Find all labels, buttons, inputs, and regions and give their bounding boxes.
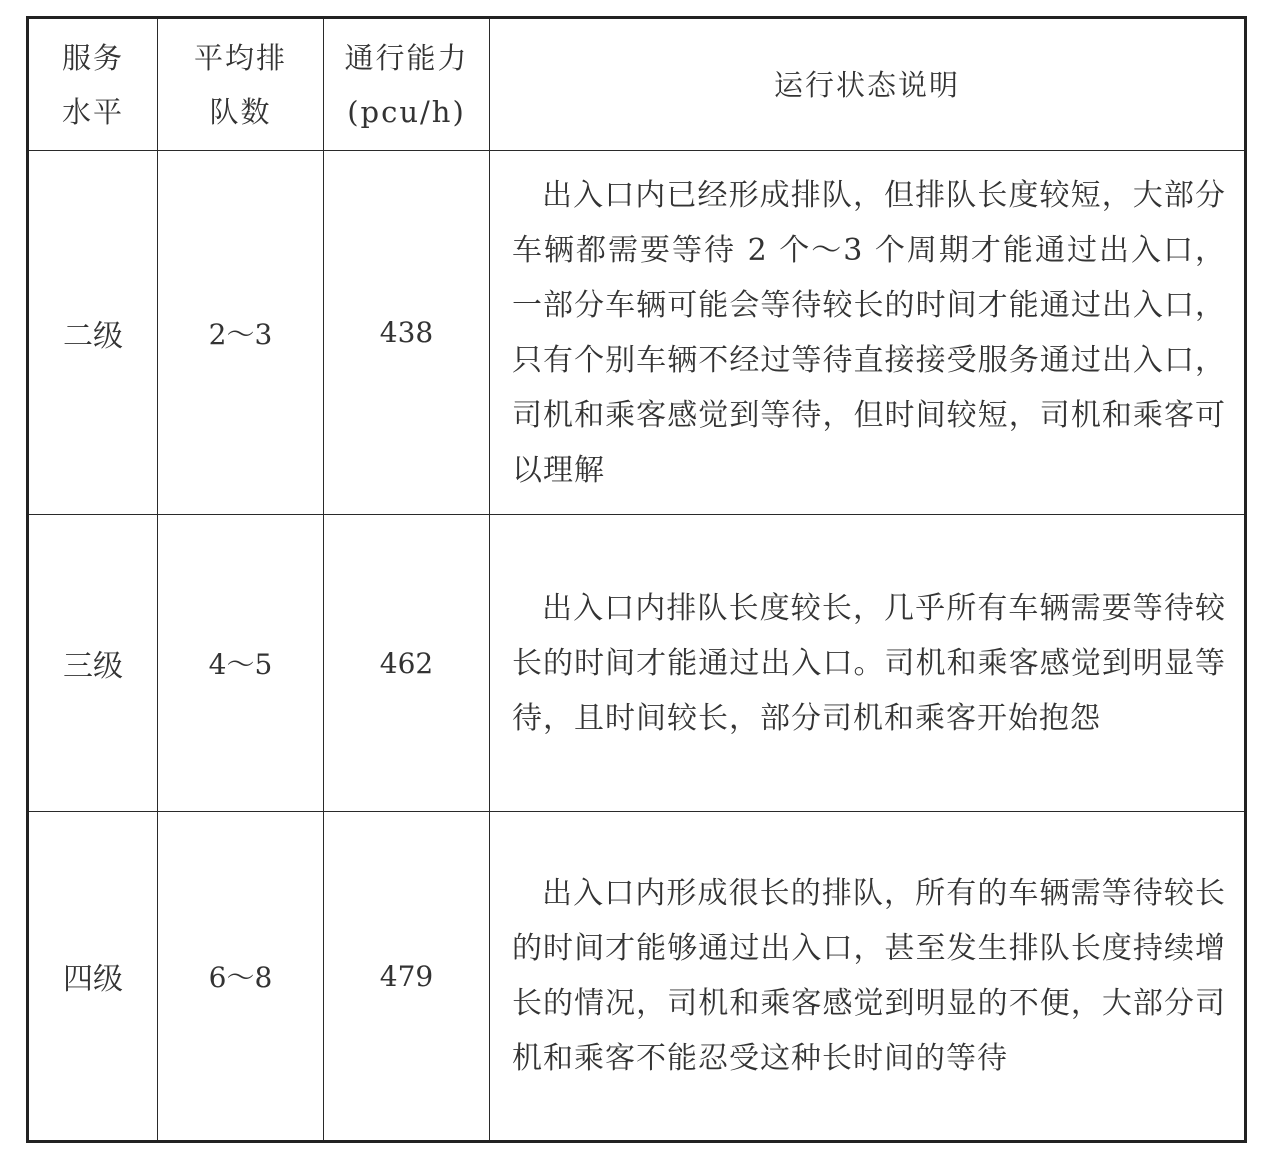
header-description: 运行状态说明 xyxy=(490,18,1246,151)
header-service-level-line1: 服务 xyxy=(61,40,124,75)
cell-capacity: 438 xyxy=(324,151,490,515)
header-service-level xyxy=(28,18,158,151)
cell-description xyxy=(490,151,1246,515)
header-avg-queue-line1: 平均排 xyxy=(193,40,287,75)
cell-level: 二级 xyxy=(28,151,158,515)
header-capacity xyxy=(324,18,490,151)
description-text: 出入口内形成很长的排队，所有的车辆需等待较长的时间才能够通过出入口，甚至发生排队长度持续增长的情况，司机和乘客感觉到明显的不便，大部分司机和乘客不能忍受这种长时间的等待 xyxy=(512,876,1226,1076)
table-header-row xyxy=(28,18,1246,151)
cell-capacity: 462 xyxy=(324,515,490,812)
cell-level: 三级 xyxy=(28,515,158,812)
header-avg-queue xyxy=(158,18,324,151)
cell-queue: 4～5 xyxy=(158,515,324,812)
cell-queue: 2～3 xyxy=(158,151,324,515)
description-text: 出入口内排队长度较长，几乎所有车辆需要等待较长的时间才能通过出入口。司机和乘客感觉到明显等待，且时间较长，部分司机和乘客开始抱怨 xyxy=(512,590,1226,736)
table-row xyxy=(28,151,1246,515)
table-row xyxy=(28,812,1246,1142)
cell-capacity: 479 xyxy=(324,812,490,1142)
header-capacity-line1: 通行能力 xyxy=(344,40,469,75)
cell-description xyxy=(490,515,1246,812)
header-service-level-line2: 水平 xyxy=(61,94,124,129)
header-capacity-unit: (pcu/h) xyxy=(347,94,466,129)
cell-level: 四级 xyxy=(28,812,158,1142)
header-avg-queue-line2: 队数 xyxy=(209,94,272,129)
table-row xyxy=(28,515,1246,812)
description-text: 出入口内已经形成排队，但排队长度较短，大部分车辆都需要等待 2 个～3 个周期才能通过出入口，一部分车辆可能会等待较长的时间才能通过出入口，只有个别车辆不经过等待直接接受服务通过出入口，司机和乘客感觉到等待，但时间较短，司机和乘客可以理解 xyxy=(512,177,1226,488)
service-level-table xyxy=(26,16,1247,1143)
cell-description xyxy=(490,812,1246,1142)
cell-queue: 6～8 xyxy=(158,812,324,1142)
